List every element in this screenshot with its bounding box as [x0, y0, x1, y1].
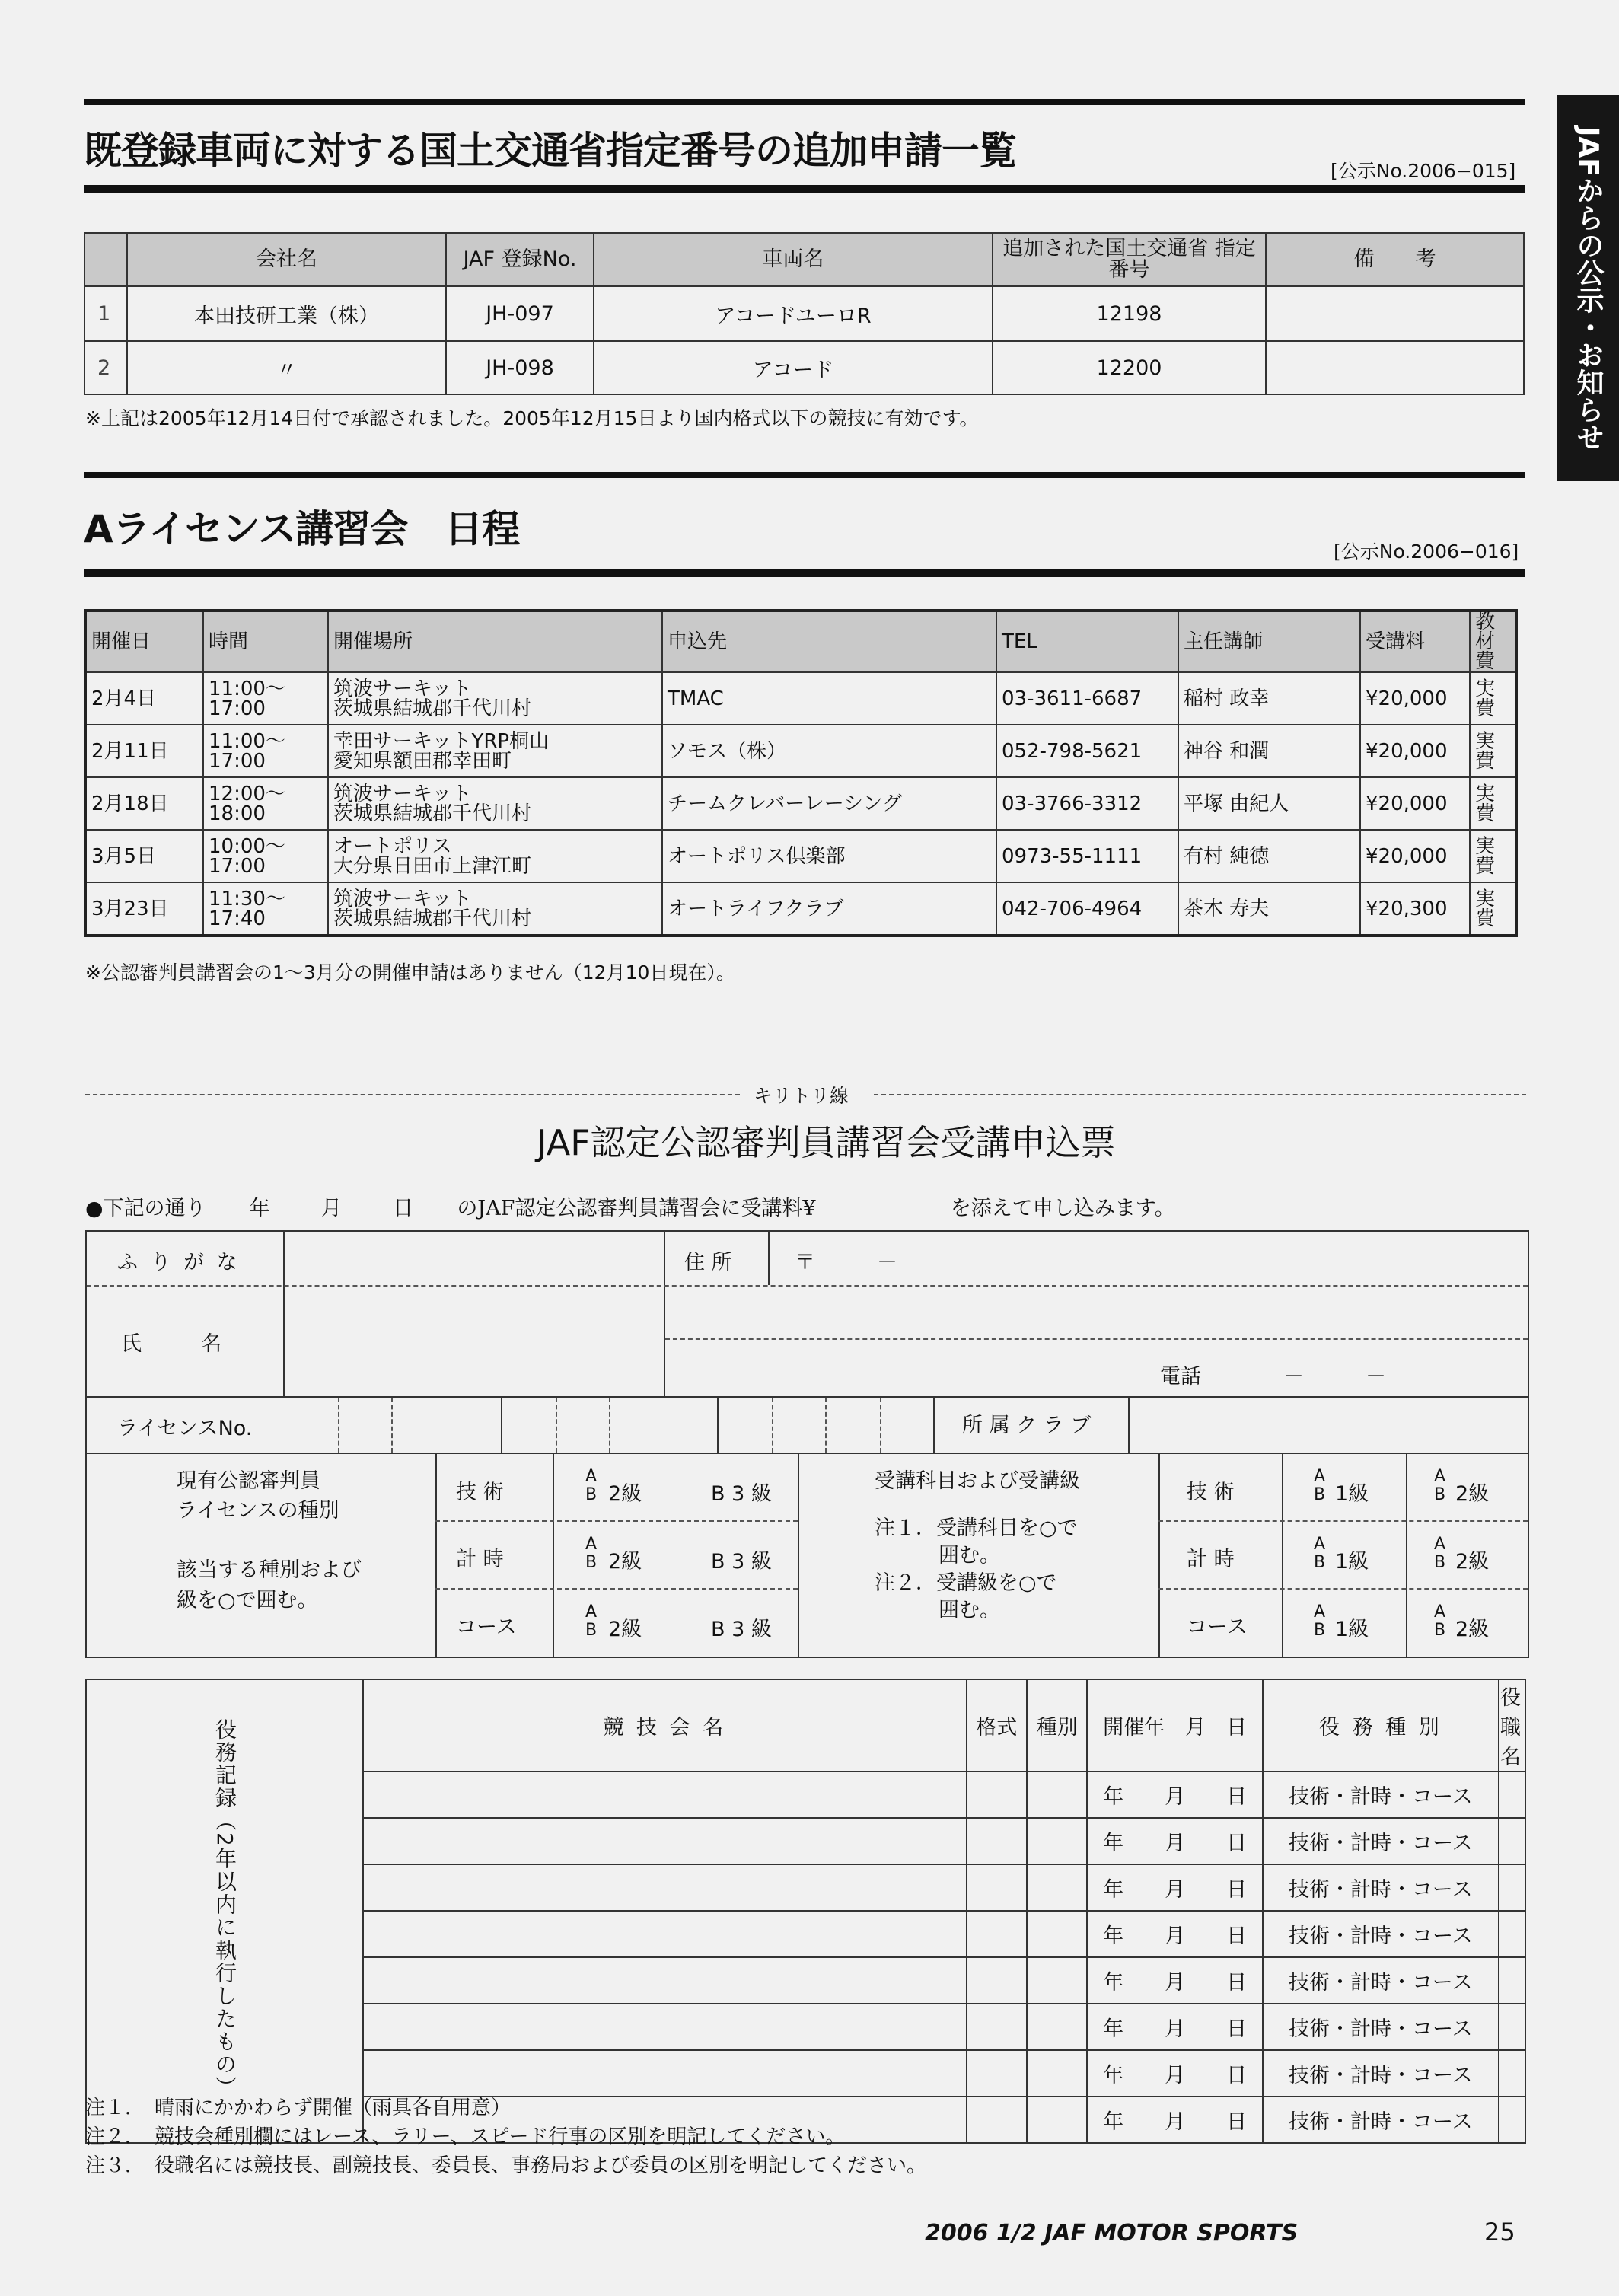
- cell-venue: オートポリス 大分県日田市上津江町: [328, 830, 662, 882]
- col-index: [84, 233, 127, 286]
- application-form: ふ り が な 氏 名 住 所 〒 － 電話 － － ライセンスNo. 所 属 ク ラ ブ 現有公認審判員 ライセンスの種別 該当する種別および 級を○で囲む。 受講科目および受講級 注１．受講科目を○で 囲む。 注２．受講級を○で 囲む。 技 術 計 時 コース A B 2級 B 3 級 A B 2級 B 3 級 A B 2級 B 3 級 技 術 計 時 コース A B 1級 A B 2級 A B 1級 A B 2級 A B 1級 A B 2級: [85, 1230, 1529, 1658]
- cell-venue: 幸田サーキットYRP桐山 愛知県額田郡幸田町: [328, 725, 662, 777]
- cell-instructor: 有村 純徳: [1178, 830, 1360, 882]
- page-number: 25: [1484, 2218, 1515, 2247]
- table-row: 年 月 日 技術・計時・コース: [86, 1771, 1525, 1818]
- col-duty: 役 務 種 別: [1263, 1679, 1499, 1771]
- cell-applicant: チームクレバーレーシング: [662, 777, 996, 830]
- cell-tel: 03-3611-6687: [996, 672, 1178, 725]
- cell-jaf-no: JH-097: [446, 286, 594, 341]
- current-course-label: コース: [456, 1615, 517, 1639]
- vehicle-number-table: [84, 232, 1525, 395]
- col-instructor: 主任講師: [1178, 611, 1360, 672]
- current-timing-label: 計 時: [456, 1548, 504, 1571]
- cell-instructor: 茶木 寿夫: [1178, 882, 1360, 936]
- cell-fee: ¥20,000: [1360, 777, 1470, 830]
- course-tech-label[interactable]: 技 術: [1187, 1481, 1235, 1504]
- duty-record-side-label: 役務記録（2年以内に執行したもの）: [86, 1679, 363, 2143]
- col-company: 会社名: [127, 233, 446, 286]
- cell-tel: 042-706-4964: [996, 882, 1178, 936]
- cell-fee: ¥20,000: [1360, 672, 1470, 725]
- col-mlit-no: 追加された国土交通省 指定番号: [993, 233, 1266, 286]
- table-row: 年 月 日 技術・計時・コース: [86, 2004, 1525, 2050]
- cell-index: 2: [84, 341, 127, 394]
- table-row: 年 月 日 技術・計時・コース: [86, 2097, 1525, 2143]
- cell-vehicle: アコードユーロR: [594, 286, 993, 341]
- course-title: 受講科目および受講級: [875, 1469, 1080, 1493]
- cutline-left: [85, 1094, 740, 1095]
- table-row: [84, 341, 1524, 394]
- cell-remarks: [1266, 341, 1524, 394]
- cell-date: 3月5日: [85, 830, 203, 882]
- cell-instructor: 稲村 政幸: [1178, 672, 1360, 725]
- note-1: 注１． 晴雨にかかわらず開催（雨具各自用意）: [85, 2097, 512, 2119]
- course-timing-grade-2[interactable]: A B: [1434, 1535, 1446, 1572]
- section2-note: ※公認審判員講習会の1〜3月分の開催申請はありません（12月10日現在）。: [85, 961, 735, 984]
- table-row: 年 月 日 技術・計時・コース: [86, 1818, 1525, 1864]
- table-row: [85, 882, 1516, 936]
- current-timing-grade-2[interactable]: A B: [585, 1535, 598, 1572]
- course-course-label[interactable]: コース: [1187, 1615, 1248, 1639]
- note-2: 注２． 競技会種別欄にはレース、ラリー、スピード行事の区別を明記してください。: [85, 2125, 846, 2148]
- col-status: 格式: [967, 1679, 1027, 1771]
- cell-date: 2月4日: [85, 672, 203, 725]
- form-title: JAF認定公認審判員講習会受講申込票: [537, 1122, 1116, 1163]
- cutline-label: キリトリ線: [754, 1085, 849, 1107]
- cell-applicant: オートライフクラブ: [662, 882, 996, 936]
- cell-material: 実費: [1470, 777, 1516, 830]
- cell-time: 11:30〜 17:40: [203, 882, 328, 936]
- postal-code-field[interactable]: 〒 －: [795, 1251, 897, 1274]
- course-tech-grade-1[interactable]: A B: [1314, 1467, 1326, 1504]
- cell-time: 12:00〜 18:00: [203, 777, 328, 830]
- cell-applicant: TMAC: [662, 672, 996, 725]
- cell-fee: ¥20,000: [1360, 830, 1470, 882]
- note-3: 注３． 役職名には競技長、副競技長、委員長、事務局および委員の区別を明記してください。: [85, 2154, 927, 2177]
- cell-mlit-no: 12200: [993, 341, 1266, 394]
- cell-company: 〃: [127, 341, 446, 394]
- cell-instructor: 神谷 和潤: [1178, 725, 1360, 777]
- col-fee: 受講料: [1360, 611, 1470, 672]
- col-applicant: 申込先: [662, 611, 996, 672]
- section1-title: 既登録車両に対する国土交通省指定番号の追加申請一覧: [84, 129, 1016, 173]
- cell-material: 実費: [1470, 672, 1516, 725]
- section2-ref: [公示No.2006−016]: [1334, 541, 1519, 563]
- cell-vehicle: アコード: [594, 341, 993, 394]
- section1-top-rule: [84, 99, 1525, 105]
- course-tech-grade-2[interactable]: A B: [1434, 1467, 1446, 1504]
- cell-date: 2月11日: [85, 725, 203, 777]
- form-intro: ●下記の通り 年 月 日 のJAF認定公認審判員講習会に受講料¥ を添えて申し込みます。: [85, 1197, 1175, 1220]
- cell-applicant: ソモス（株）: [662, 725, 996, 777]
- section1-bottom-rule: [84, 185, 1525, 193]
- cell-venue: 筑波サーキット 茨城県結城郡千代川村: [328, 777, 662, 830]
- phone-field[interactable]: 電話 － －: [1160, 1365, 1386, 1389]
- col-vehicle: 車両名: [594, 233, 993, 286]
- section1-note: ※上記は2005年12月14日付で承認されました。2005年12月15日より国内格式以下の競技に有効です。: [85, 407, 979, 429]
- duty-record-table: [85, 1679, 1526, 2144]
- section2-top-rule: [84, 472, 1525, 478]
- cell-material: 実費: [1470, 830, 1516, 882]
- current-tech-grade-3[interactable]: B 3 級: [711, 1482, 772, 1506]
- address-label: 住 所: [684, 1251, 732, 1274]
- table-row: [85, 672, 1516, 725]
- current-course-grade-3[interactable]: B 3 級: [711, 1618, 772, 1641]
- course-course-grade-2[interactable]: A B: [1434, 1602, 1446, 1640]
- cell-tel: 052-798-5621: [996, 725, 1178, 777]
- cell-venue: 筑波サーキット 茨城県結城郡千代川村: [328, 672, 662, 725]
- cell-date: 2月18日: [85, 777, 203, 830]
- course-note: 注１．受講科目を○で 囲む。 注２．受講級を○で 囲む。: [875, 1516, 1078, 1622]
- col-time: 時間: [203, 611, 328, 672]
- current-course-grade-2[interactable]: A B: [585, 1602, 598, 1640]
- magazine-footer: 2006 1/2 JAF MOTOR SPORTS: [925, 2220, 1299, 2247]
- cell-tel: 03-3766-3312: [996, 777, 1178, 830]
- cell-company: 本田技研工業（株）: [127, 286, 446, 341]
- cell-time: 10:00〜 17:00: [203, 830, 328, 882]
- course-timing-grade-1[interactable]: A B: [1314, 1535, 1326, 1572]
- cell-jaf-no: JH-098: [446, 341, 594, 394]
- col-position: 役 職 名: [1499, 1679, 1525, 1771]
- license-schedule-table: [84, 609, 1518, 937]
- col-event: 競 技 会 名: [363, 1679, 967, 1771]
- table-row: [84, 286, 1524, 341]
- cell-applicant: オートポリス倶楽部: [662, 830, 996, 882]
- col-jaf-no: JAF 登録No.: [446, 233, 594, 286]
- current-tech-label: 技 術: [456, 1481, 504, 1504]
- current-timing-grade-3[interactable]: B 3 級: [711, 1550, 772, 1574]
- cell-tel: 0973-55-1111: [996, 830, 1178, 882]
- cell-fee: ¥20,000: [1360, 725, 1470, 777]
- table-row: [85, 830, 1516, 882]
- cell-mlit-no: 12198: [993, 286, 1266, 341]
- cell-instructor: 平塚 由紀人: [1178, 777, 1360, 830]
- cell-remarks: [1266, 286, 1524, 341]
- col-remarks: 備 考: [1266, 233, 1524, 286]
- side-section-tab: JAFからの公示・お知らせ: [1557, 95, 1619, 481]
- cutline-right: [874, 1094, 1526, 1095]
- col-date: 開催日: [85, 611, 203, 672]
- cell-material: 実費: [1470, 725, 1516, 777]
- col-venue: 開催場所: [328, 611, 662, 672]
- course-timing-label[interactable]: 計 時: [1187, 1548, 1235, 1571]
- cell-time: 11:00〜 17:00: [203, 725, 328, 777]
- section2-title: Aライセンス講習会 日程: [84, 507, 520, 551]
- cell-material: 実費: [1470, 882, 1516, 936]
- cell-time: 11:00〜 17:00: [203, 672, 328, 725]
- table-row: [85, 725, 1516, 777]
- table-row: 年 月 日 技術・計時・コース: [86, 1911, 1525, 1957]
- table-row: 年 月 日 技術・計時・コース: [86, 1864, 1525, 1911]
- cell-date: 3月23日: [85, 882, 203, 936]
- table-row: 年 月 日 技術・計時・コース: [86, 1957, 1525, 2004]
- section2-bottom-rule: [84, 569, 1525, 577]
- form-notes: [85, 2094, 926, 2180]
- cell-venue: 筑波サーキット 茨城県結城郡千代川村: [328, 882, 662, 936]
- cell-index: 1: [84, 286, 127, 341]
- current-tech-grade-2[interactable]: A B: [585, 1467, 598, 1504]
- license-no-label: ライセンスNo.: [117, 1417, 253, 1440]
- name-label: 氏 名: [121, 1332, 228, 1356]
- col-tel: TEL: [996, 611, 1178, 672]
- furigana-label: ふ り が な: [117, 1251, 241, 1274]
- cell-fee: ¥20,300: [1360, 882, 1470, 936]
- col-event-date: 開催年 月 日: [1087, 1679, 1262, 1771]
- section1-ref: [公示No.2006−015]: [1331, 160, 1516, 182]
- club-label: 所 属 ク ラ ブ: [962, 1414, 1092, 1437]
- table-row: [85, 777, 1516, 830]
- current-license-title: 現有公認審判員 ライセンスの種別: [177, 1469, 339, 1523]
- table-row: 年 月 日 技術・計時・コース: [86, 2050, 1525, 2097]
- col-material: 教材費: [1470, 611, 1516, 672]
- current-license-note: 該当する種別および 級を○で囲む。: [177, 1558, 362, 1612]
- col-type: 種別: [1027, 1679, 1087, 1771]
- course-course-grade-1[interactable]: A B: [1314, 1602, 1326, 1640]
